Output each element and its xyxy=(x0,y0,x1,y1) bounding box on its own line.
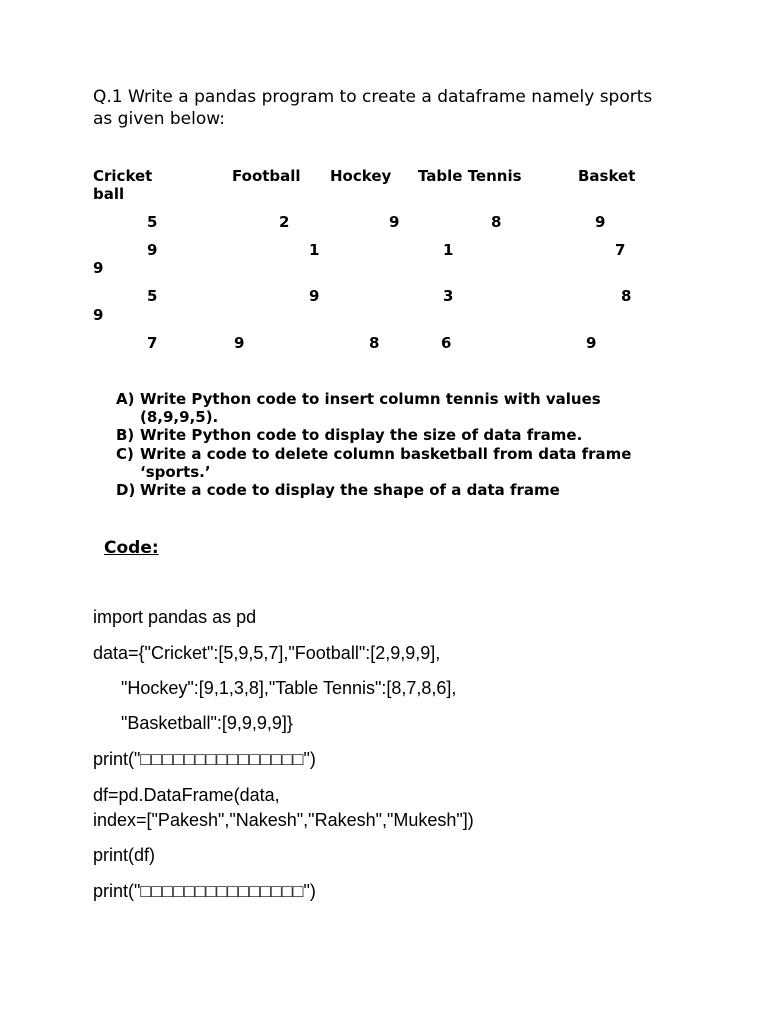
table-cell: 9 xyxy=(147,241,158,259)
code-line: print(df) xyxy=(93,845,156,865)
list-item xyxy=(116,481,656,499)
table-cell: 8 xyxy=(369,334,380,352)
list-item xyxy=(116,426,656,444)
table-cell: 3 xyxy=(443,287,454,305)
list-item xyxy=(116,390,656,426)
table-cell: 9 xyxy=(234,334,245,352)
code-line: import pandas as pd xyxy=(93,607,257,627)
task-tag: A) xyxy=(116,390,135,408)
task-tag: C) xyxy=(116,444,134,463)
header-table-tennis: Table Tennis xyxy=(418,167,522,185)
table-cell: 5 xyxy=(147,287,158,305)
task-text: Write a code to delete column basketball from data frame ‘sports.’ xyxy=(140,444,632,481)
header-cricket: Cricket xyxy=(93,167,153,185)
table-cell: 5 xyxy=(147,213,158,231)
table-cell: 1 xyxy=(309,241,320,259)
code-heading: Code: xyxy=(104,538,159,558)
task-list xyxy=(116,390,656,499)
task-text: Write Python code to display the size of data frame. xyxy=(140,426,583,445)
table-cell: 8 xyxy=(491,213,502,231)
header-hockey: Hockey xyxy=(330,167,392,185)
code-line: df=pd.DataFrame(data, xyxy=(93,785,280,805)
table-cell: 9 xyxy=(93,259,104,277)
code-line: data={"Cricket":[5,9,5,7],"Football":[2,9,9,9], xyxy=(93,643,441,663)
table-cell: 1 xyxy=(443,241,454,259)
table-cell: 9 xyxy=(595,213,606,231)
table-cell: 7 xyxy=(147,334,158,352)
task-tag: B) xyxy=(116,426,135,445)
header-basket-wrap: ball xyxy=(93,185,125,203)
table-cell: 9 xyxy=(586,334,597,352)
code-line: print("□□□□□□□□□□□□□□□") xyxy=(93,881,316,901)
question-title: Q.1 Write a pandas program to create a dataframe namely sports as given below: xyxy=(93,87,653,129)
task-text: Write Python code to insert column tennis with values (8,9,9,5). xyxy=(140,390,601,427)
table-cell: 2 xyxy=(279,213,290,231)
task-text: Write a code to display the shape of a data frame xyxy=(140,481,560,500)
header-football: Football xyxy=(232,167,301,185)
code-line: index=["Pakesh","Nakesh","Rakesh","Mukesh"]) xyxy=(93,810,474,830)
code-line: print("□□□□□□□□□□□□□□□") xyxy=(93,749,316,769)
code-line: "Hockey":[9,1,3,8],"Table Tennis":[8,7,8,6], xyxy=(121,678,457,698)
code-line: "Basketball":[9,9,9,9]} xyxy=(121,713,293,733)
table-cell: 9 xyxy=(389,213,400,231)
header-basket: Basket xyxy=(578,167,636,185)
table-cell: 9 xyxy=(309,287,320,305)
table-cell: 9 xyxy=(93,306,104,324)
task-tag: D) xyxy=(116,481,136,500)
list-item xyxy=(116,445,656,481)
table-cell: 7 xyxy=(615,241,626,259)
table-cell: 6 xyxy=(441,334,452,352)
table-cell: 8 xyxy=(621,287,632,305)
